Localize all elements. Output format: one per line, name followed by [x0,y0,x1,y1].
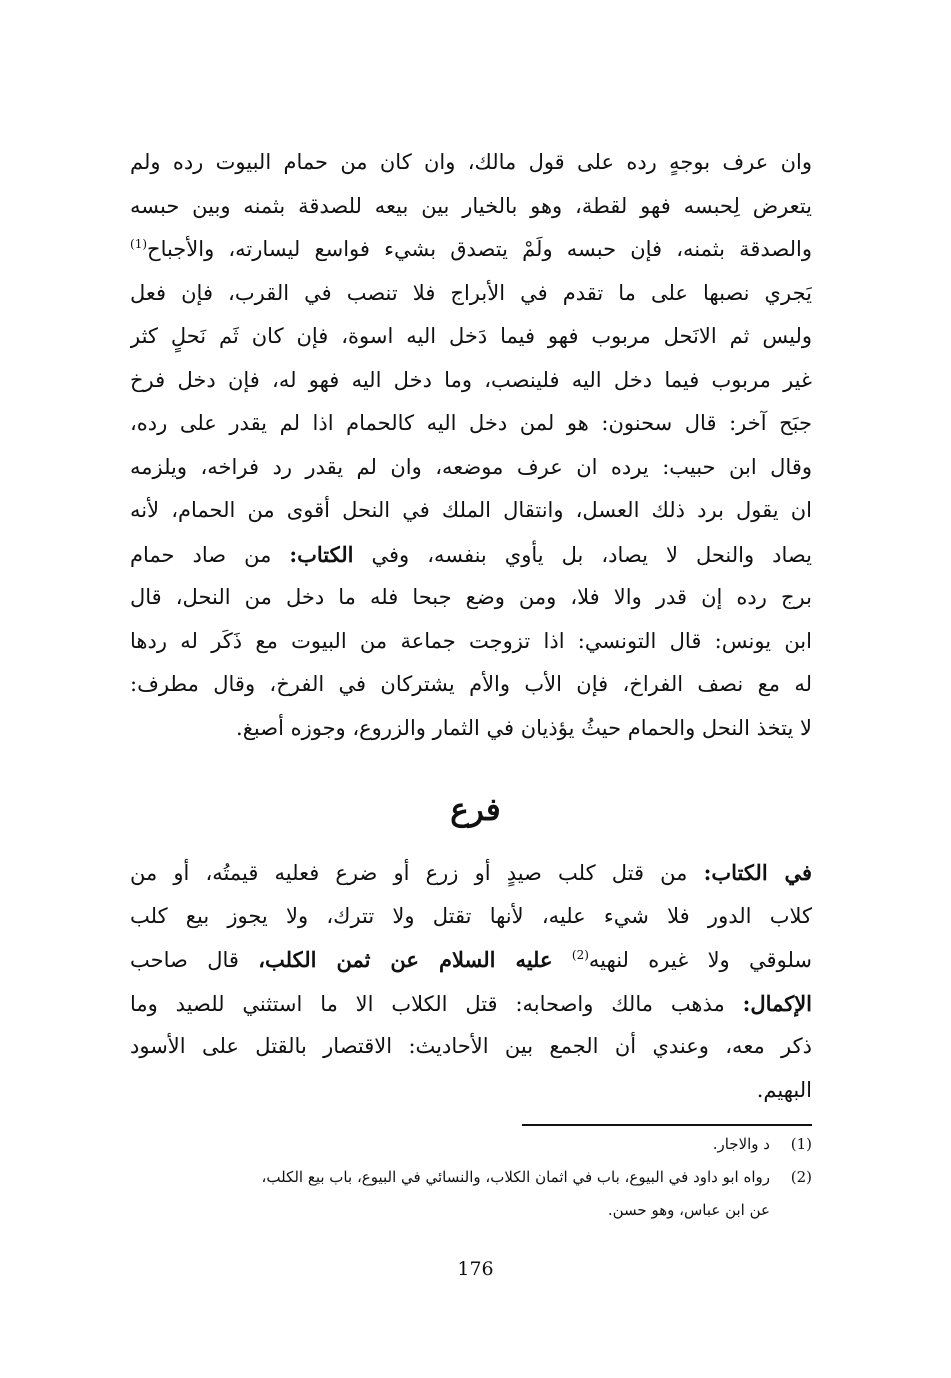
main-paragraph [130,141,812,750]
footnote-text [130,1161,770,1227]
text-line: يتعرض لِحبسه فهو لقطة، وهو بالخيار بين بيعه للصدقة بثمنه وبين حبسه [130,193,812,218]
text-line-content: قال صاحب [130,948,239,972]
text-line [130,851,812,895]
text-line [130,982,812,1026]
text-line-content: مذهب مالك واصحابه: قتل الكلاب الا ما استثني للصيد وما [130,991,725,1016]
text-line: وان عرف بوجهٍ رده على قول مالك، وان كان من حمام البيوت رده ولم [130,150,812,174]
text-line: وقال ابن حبيب: يرده ان عرف موضعه، وان لم يقدر رد فراخه، ويلزمه [130,454,812,479]
text-line: كلاب الدور فلا شيء عليه، لأنها تقتل ولا تترك، ولا يجوز بيع كلب [130,903,812,928]
footnote-number: (2) [790,1168,812,1186]
text-line: يَجري نصبها على ما تقدم في الأبراج فلا تنصب في القرب، فإن فعل [130,280,812,305]
footnote-line: د والاجار. [712,1135,770,1153]
text-line-content: والصدقة بثمنه، فإن حبسه ولَمْ يتصدق بشيء فواسع ليسارته، والأجباح [147,237,812,261]
footnotes [130,1128,812,1227]
footnote-ref: (2) [571,948,589,962]
section-heading: فرع [450,792,501,828]
footnote-text [130,1128,770,1161]
text-line: غير مربوب فيما دخل اليه فلينصب، وما دخل اليه فهو له، فإن دخل فرخ [130,367,812,392]
text-line: برج رده إن قدر والا فلا، ومن وضع جبحا فله ما دخل من النحل، قال [130,585,812,609]
footnote-line: رواه ابو داود في البيوع، باب في اثمان الكلاب، والنسائي في البيوع، باب بيع الكلب، [261,1168,770,1186]
footnote [130,1128,812,1161]
footnote-divider [522,1124,812,1126]
text-line: وليس ثم الانَحل مربوب فهو فيما دَخل اليه اسوة، فإن كان ثَم نَحلٍ كثر [130,324,812,348]
text-line: جبَح آخر: قال سحنون: هو لمن دخل اليه كالحمام اذا لم يقدر على رده، [130,411,812,435]
text-line: البهيم. [756,1077,812,1102]
text-line: ذكر معه، وعندي أن الجمع بين الأحاديث: الاقتصار بالقتل على الأسود [130,1034,812,1058]
footnote-line: عن ابن عباس، وهو حسن. [607,1201,770,1219]
footnote-number: (1) [790,1135,812,1153]
text-line-content: سلوقي ولا غيره لنهيه [588,948,812,972]
text-line: له مع نصف الفراخ، فإن الأب والأم يشتركان في الفرخ، وقال مطرف: [130,672,812,696]
text-line: ابن يونس: قال التونسي: اذا تزوجت جماعة من البيوت مع ذَكَر له ردها [130,628,812,653]
text-line: لا يتخذ النحل والحمام حيثُ يؤذيان في الثمار والزروع، وجوزه أصبغ. [236,715,812,740]
text-line [130,228,812,272]
text-line-content: يصاد والنحل لا يصاد، بل يأوي بنفسه، وفي [371,542,812,567]
text-line [130,938,812,982]
hadith-text: عليه السلام عن ثمن الكلب، [258,947,553,972]
source-label: الكتاب: [289,541,354,567]
source-label: في الكتاب: [703,860,812,885]
second-paragraph [130,851,812,1112]
page-number: 176 [457,1258,494,1280]
text-line [130,533,812,577]
footnote [130,1161,812,1227]
footnote-ref: (1) [130,237,148,251]
text-line: ان يقول برد ذلك العسل، وانتقال الملك في النحل أقوى من الحمام، لأنه [130,498,812,522]
text-line-content: من صاد حمام [130,542,272,567]
source-label: الإكمال: [742,990,812,1016]
text-line-content: من قتل كلب صيدٍ أو زرع أو ضرع فعليه قيمتُه، أو من [130,861,688,885]
